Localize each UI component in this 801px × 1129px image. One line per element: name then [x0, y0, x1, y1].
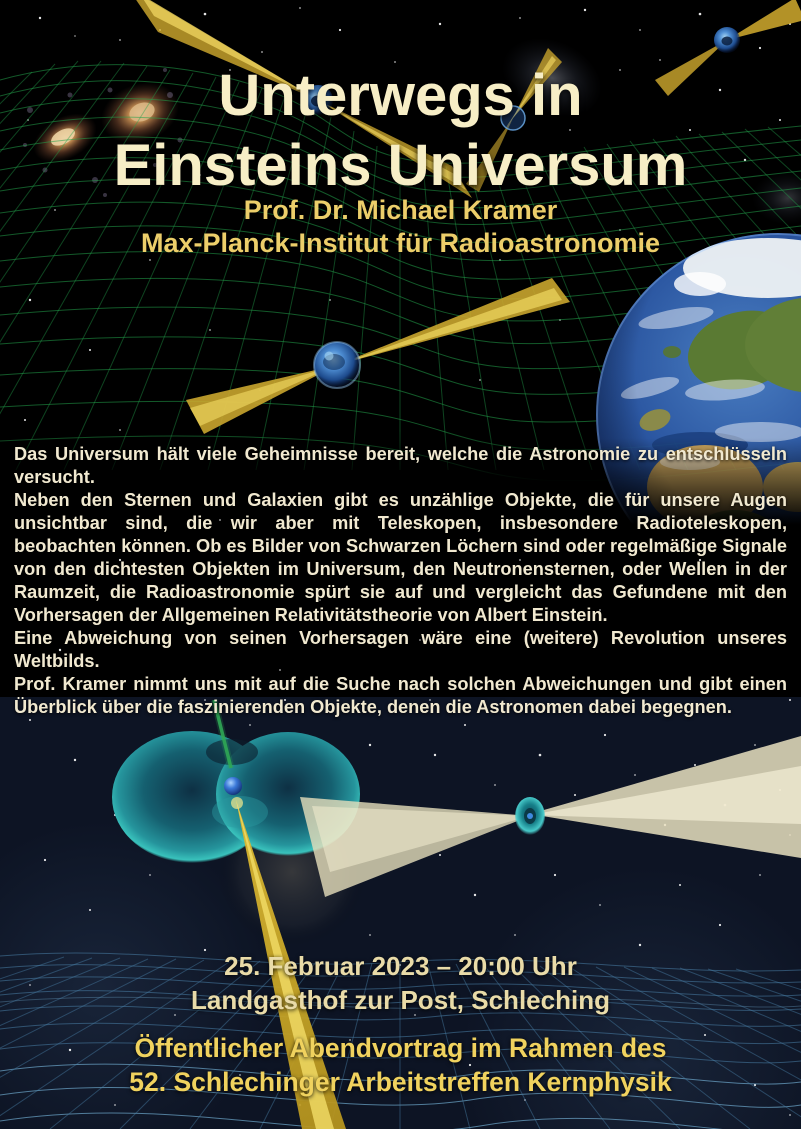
- abstract-paragraph: Prof. Kramer nimmt uns mit auf die Suche nach solchen Abweichungen und gibt einen Überblick über die faszinierenden Objekte, denen die Astronomen dabei begegnen.: [14, 674, 787, 717]
- abstract-text: [14, 443, 787, 719]
- event-context-line-2: 52. Schlechinger Arbeitstreffen Kernphysik: [129, 1067, 672, 1097]
- poster-title: [0, 61, 801, 201]
- event-when-block: [0, 949, 801, 1017]
- event-context-line-1: Öffentlicher Abendvortrag im Rahmen des: [134, 1033, 667, 1063]
- event-venue: Landgasthof zur Post, Schleching: [191, 985, 610, 1015]
- abstract-paragraph: Eine Abweichung von seinen Vorhersagen wäre eine (weitere) Revolution unseres Weltbilds.: [14, 628, 787, 671]
- neutron-star-core: [224, 777, 242, 795]
- poster-title-line-2: Einsteins Universum: [113, 132, 688, 198]
- event-datetime: 25. Februar 2023 – 20:00 Uhr: [224, 951, 577, 981]
- poster-title-line-1: Unterwegs in: [218, 62, 583, 128]
- event-context-block: [0, 1031, 801, 1099]
- abstract-paragraph: Neben den Sternen und Galaxien gibt es unzählige Objekte, die für unsere Augen unsichtbar sind, die wir aber mit Teleskopen, insbesondere Radioteleskopen, beobachten können. Ob es Bilder von Schwarzen Löchern sind oder regelmäßige Signale von den dichtesten Objekten im Universum, den Neutronensternen, oder Wellen in der Raumzeit, die Radioastronomie spürt sie auf und vergleicht das Gefundene mit den Vorhersagen der Allgemeinen Relativitätstheorie von Albert Einstein.: [14, 490, 787, 625]
- speaker-name: Prof. Dr. Michael Kramer: [243, 195, 558, 225]
- abstract-paragraph: Das Universum hält viele Geheimnisse bereit, welche die Astronomie zu entschlüsseln versucht.: [14, 444, 787, 487]
- speaker-affiliation: Max-Planck-Institut für Radioastronomie: [140, 228, 661, 258]
- speaker-block: [0, 194, 801, 260]
